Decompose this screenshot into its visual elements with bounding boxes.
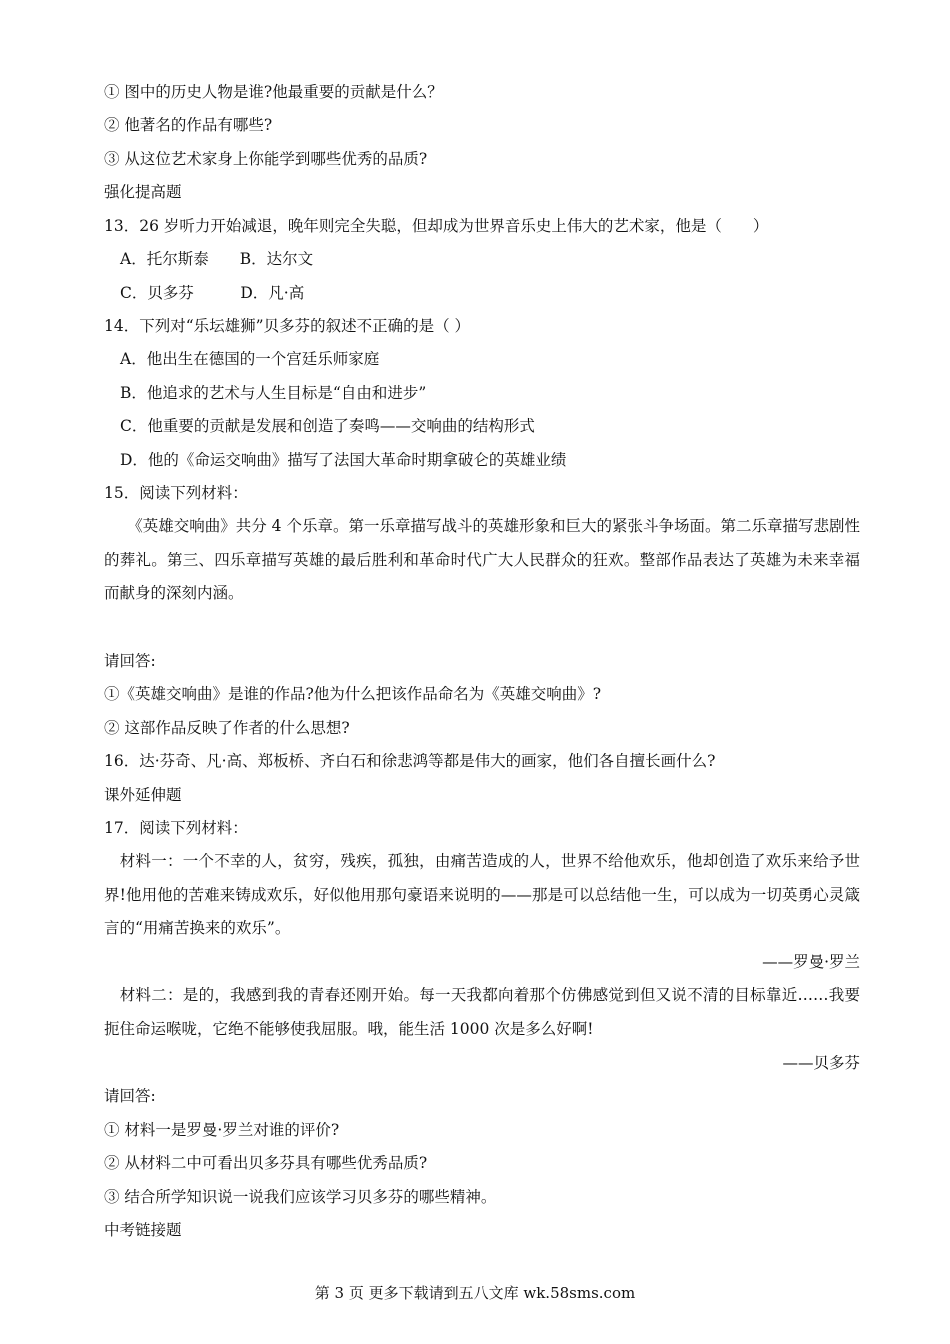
q17-prompt: 请回答: [104,1087,156,1105]
q17-source-1: ——罗曼·罗兰 [762,953,860,971]
q14-stem: 14．下列对“乐坛雄狮”贝多芬的叙述不正确的是（ ） [104,317,470,335]
q15-material: 《英雄交响曲》共分 4 个乐章。第一乐章描写战斗的英雄形象和巨大的紧张斗争场面。第二乐章描写悲剧性的葬礼。第三、四乐章描写英雄的最后胜利和革命时代广大人民群众的狂欢。整部作品表达了英雄为未来幸福而献身的深刻内涵。 [104,517,860,602]
section-strengthen-heading: 强化提高题 [104,183,182,201]
q17-material-2: 材料二：是的，我感到我的青春还刚开始。每一天我都向着那个仿佛感觉到但又说不清的目标靠近……我要扼住命运喉咙，它绝不能够使我屈服。哦，能生活 1000 次是多么好啊! [104,986,860,1038]
section-extension-heading: 课外延伸题 [104,786,182,804]
q13-stem: 13．26 岁听力开始减退，晚年则完全失聪，但却成为世界音乐史上伟大的艺术家，他是（ ） [104,217,769,235]
q17-stem: 17．阅读下列材料： [104,819,248,837]
q14-option-c: C．他重要的贡献是发展和创造了奏鸣——交响曲的结构形式 [120,417,535,435]
q14-option-d: D．他的《命运交响曲》描写了法国大革命时期拿破仑的英雄业绩 [120,451,567,469]
q12-sub-2: ② 他著名的作品有哪些? [104,116,273,134]
q13-options-row-1: A．托尔斯泰 B．达尔文 [120,250,314,268]
q17-sub-3: ③ 结合所学知识说一说我们应该学习贝多芬的哪些精神。 [104,1188,497,1206]
q17-sub-2: ② 从材料二中可看出贝多芬具有哪些优秀品质? [104,1154,428,1172]
q12-sub-1: ① 图中的历史人物是谁?他最重要的贡献是什么？ [104,83,443,101]
q15-stem: 15．阅读下列材料： [104,484,248,502]
q13-options-row-2: C．贝多芬 D．凡·高 [120,284,305,302]
section-exam-heading: 中考链接题 [104,1221,182,1239]
q16-stem: 16．达·芬奇、凡·高、郑板桥、齐白石和徐悲鸿等都是伟大的画家，他们各自擅长画什么? [104,752,716,770]
q15-sub-1: ①《英雄交响曲》是谁的作品?他为什么把该作品命名为《英雄交响曲》? [104,685,602,703]
q17-sub-1: ① 材料一是罗曼·罗兰对谁的评价? [104,1121,340,1139]
q14-option-b: B．他追求的艺术与人生目标是“自由和进步” [120,384,427,402]
q15-prompt: 请回答: [104,652,156,670]
q17-source-2: ——贝多芬 [782,1054,860,1072]
page-footer: 第 3 页 更多下载请到五八文库 wk.58sms.com [314,1284,636,1302]
q14-option-a: A．他出生在德国的一个宫廷乐师家庭 [120,350,380,368]
q12-sub-3: ③ 从这位艺术家身上你能学到哪些优秀的品质? [104,150,428,168]
q17-material-1: 材料一：一个不幸的人，贫穷，残疾，孤独，由痛苦造成的人，世界不给他欢乐，他却创造了欢乐来给予世界!他用他的苦难来铸成欢乐，好似他用那句豪语来说明的——那是可以总结他一生，可以成为一切英勇心灵箴言的“用痛苦换来的欢乐”。 [104,852,860,937]
q15-sub-2: ② 这部作品反映了作者的什么思想? [104,719,350,737]
